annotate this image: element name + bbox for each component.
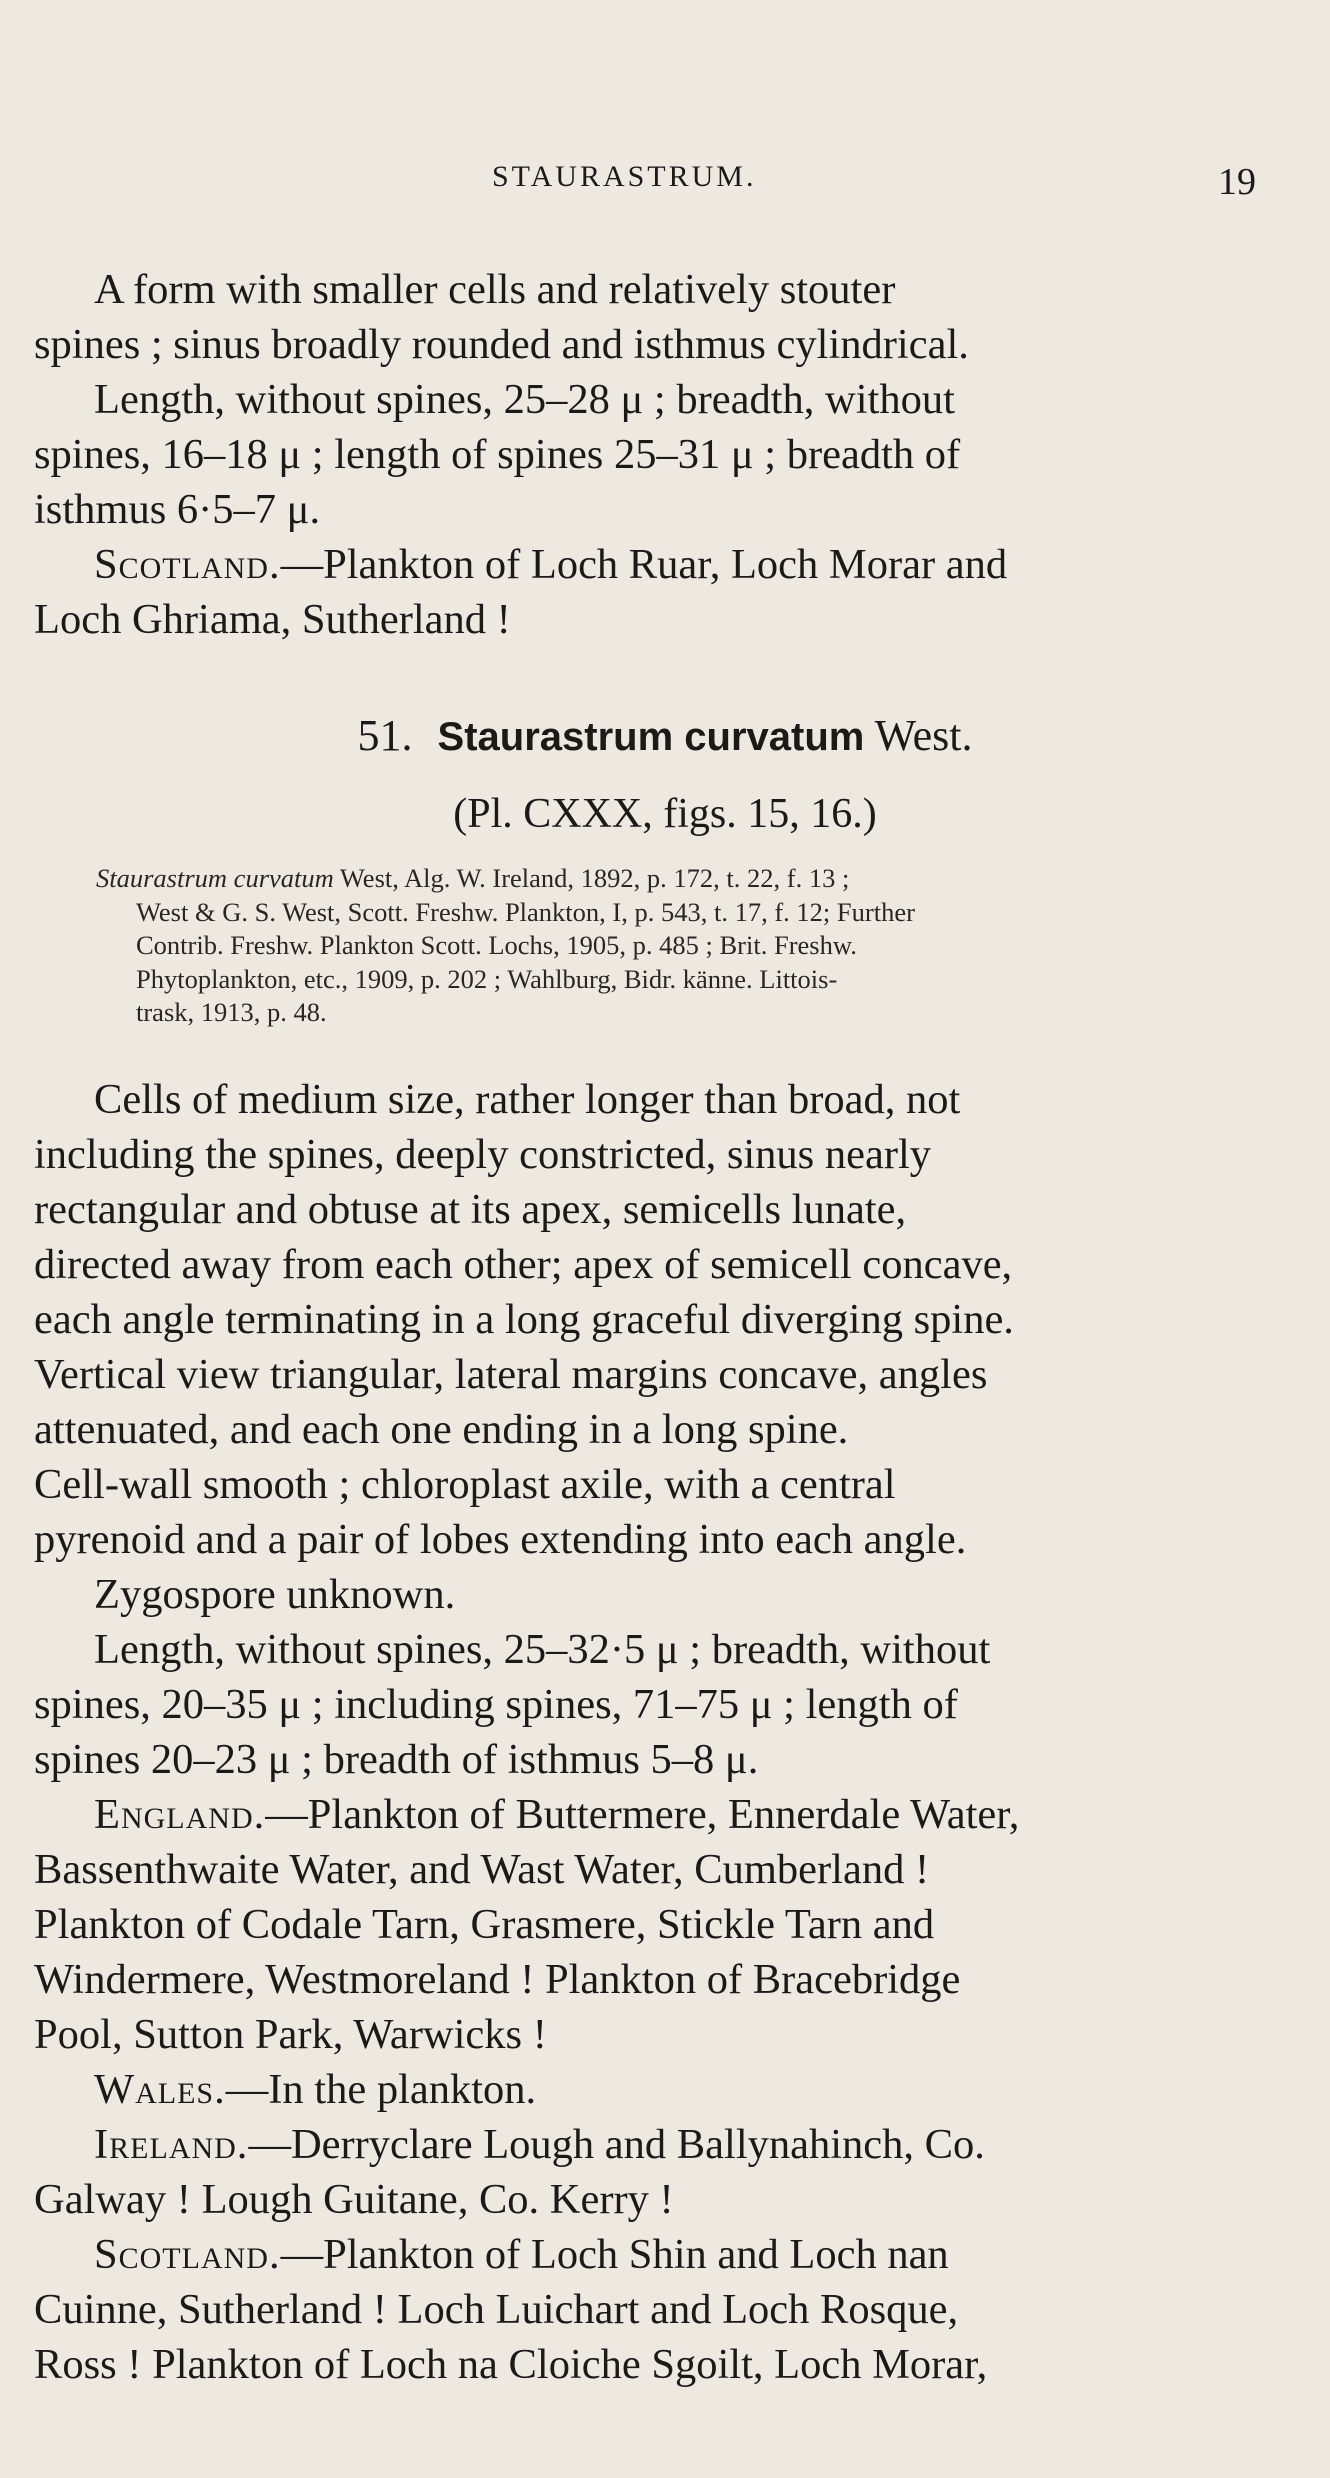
intro-paragraph bbox=[34, 262, 1274, 647]
running-header bbox=[0, 160, 1330, 210]
text-line: Ross ! Plankton of Loch na Cloiche Sgoilt, Loch Morar, bbox=[34, 2341, 988, 2388]
text-line: spines 20–23 μ ; breadth of isthmus 5–8 μ. bbox=[34, 1736, 759, 1783]
reference-text: West, Alg. W. Ireland, 1892, p. 172, t. 22, f. 13 ; bbox=[333, 863, 850, 893]
text-line: rectangular and obtuse at its apex, semicells lunate, bbox=[34, 1186, 907, 1233]
plate-reference: (Pl. CXXX, figs. 15, 16.) bbox=[453, 791, 877, 837]
text-line: A form with smaller cells and relatively stouter bbox=[94, 266, 896, 313]
text-line: Cells of medium size, rather longer than broad, not bbox=[94, 1076, 961, 1123]
reference-species-name: Staurastrum curvatum bbox=[96, 863, 334, 893]
species-author: West. bbox=[874, 711, 973, 760]
text-line: isthmus 6·5–7 μ. bbox=[34, 486, 321, 533]
text-line: Plankton of Codale Tarn, Grasmere, Stickle Tarn and bbox=[34, 1901, 935, 1948]
text-line: spines, 16–18 μ ; length of spines 25–31 μ ; breadth of bbox=[34, 431, 961, 478]
text-line: pyrenoid and a pair of lobes extending into each angle. bbox=[34, 1516, 967, 1563]
text-line: Vertical view triangular, lateral margins concave, angles bbox=[34, 1351, 988, 1398]
zygospore-note: Zygospore unknown. bbox=[94, 1571, 456, 1618]
text-line: each angle terminating in a long graceful diverging spine. bbox=[34, 1296, 1014, 1343]
region-label: Wales. bbox=[94, 2066, 226, 2113]
reference-line: West & G. S. West, Scott. Freshw. Plankton, I, p. 543, t. 17, f. 12; Further bbox=[136, 896, 915, 927]
wales-entry bbox=[34, 2062, 1274, 2117]
text-line: Bassenthwaite Water, and Wast Water, Cumberland ! bbox=[34, 1846, 930, 1893]
region-label: Scotland. bbox=[94, 2231, 281, 2278]
species-heading bbox=[0, 710, 1330, 761]
reference-line bbox=[96, 862, 1276, 896]
reference-line: trask, 1913, p. 48. bbox=[136, 997, 327, 1027]
scotland-entry bbox=[34, 537, 1274, 592]
region-text: —Plankton of Loch Ruar, Loch Morar and bbox=[280, 541, 1008, 588]
region-text: —Plankton of Loch Shin and Loch nan bbox=[280, 2231, 949, 2278]
description-paragraph bbox=[34, 1072, 1274, 2392]
reference-line: Contrib. Freshw. Plankton Scott. Lochs, 1905, p. 485 ; Brit. Freshw. bbox=[136, 930, 857, 960]
england-entry bbox=[34, 1787, 1274, 1842]
region-text: —Plankton of Buttermere, Ennerdale Water, bbox=[265, 1791, 1020, 1838]
text-line: Windermere, Westmoreland ! Plankton of Bracebridge bbox=[34, 1956, 961, 2003]
species-number: 51. bbox=[357, 711, 413, 760]
page-number: 19 bbox=[1218, 161, 1256, 203]
text-line: Galway ! Lough Guitane, Co. Kerry ! bbox=[34, 2176, 674, 2223]
region-text: —Derryclare Lough and Ballynahinch, Co. bbox=[248, 2121, 985, 2168]
text-line: Cell-wall smooth ; chloroplast axile, with a central bbox=[34, 1461, 896, 1508]
text-line: including the spines, deeply constricted, sinus nearly bbox=[34, 1131, 932, 1178]
bibliography bbox=[96, 862, 1276, 1030]
region-text: —In the plankton. bbox=[225, 2066, 537, 2113]
scotland-entry bbox=[34, 2227, 1274, 2282]
text-line: spines ; sinus broadly rounded and isthmus cylindrical. bbox=[34, 321, 969, 368]
text-line: Cuinne, Sutherland ! Loch Luichart and Loch Rosque, bbox=[34, 2286, 959, 2333]
reference-line: Phytoplankton, etc., 1909, p. 202 ; Wahlburg, Bidr. känne. Littois- bbox=[136, 963, 838, 994]
region-label: Scotland. bbox=[94, 541, 281, 588]
running-title: STAURASTRUM. bbox=[492, 160, 757, 193]
text-line: Pool, Sutton Park, Warwicks ! bbox=[34, 2011, 547, 2058]
text-line: Loch Ghriama, Sutherland ! bbox=[34, 596, 511, 643]
region-label: England. bbox=[94, 1791, 266, 1838]
text-line: spines, 20–35 μ ; including spines, 71–75 μ ; length of bbox=[34, 1681, 958, 1728]
text-line: attenuated, and each one ending in a long spine. bbox=[34, 1406, 849, 1453]
text-line: Length, without spines, 25–32·5 μ ; breadth, without bbox=[94, 1626, 991, 1673]
region-label: Ireland. bbox=[94, 2121, 249, 2168]
species-name: Staurastrum curvatum bbox=[437, 715, 865, 759]
text-line: directed away from each other; apex of semicell concave, bbox=[34, 1241, 1013, 1288]
text-line: Length, without spines, 25–28 μ ; breadth, without bbox=[94, 376, 955, 423]
ireland-entry bbox=[34, 2117, 1274, 2172]
